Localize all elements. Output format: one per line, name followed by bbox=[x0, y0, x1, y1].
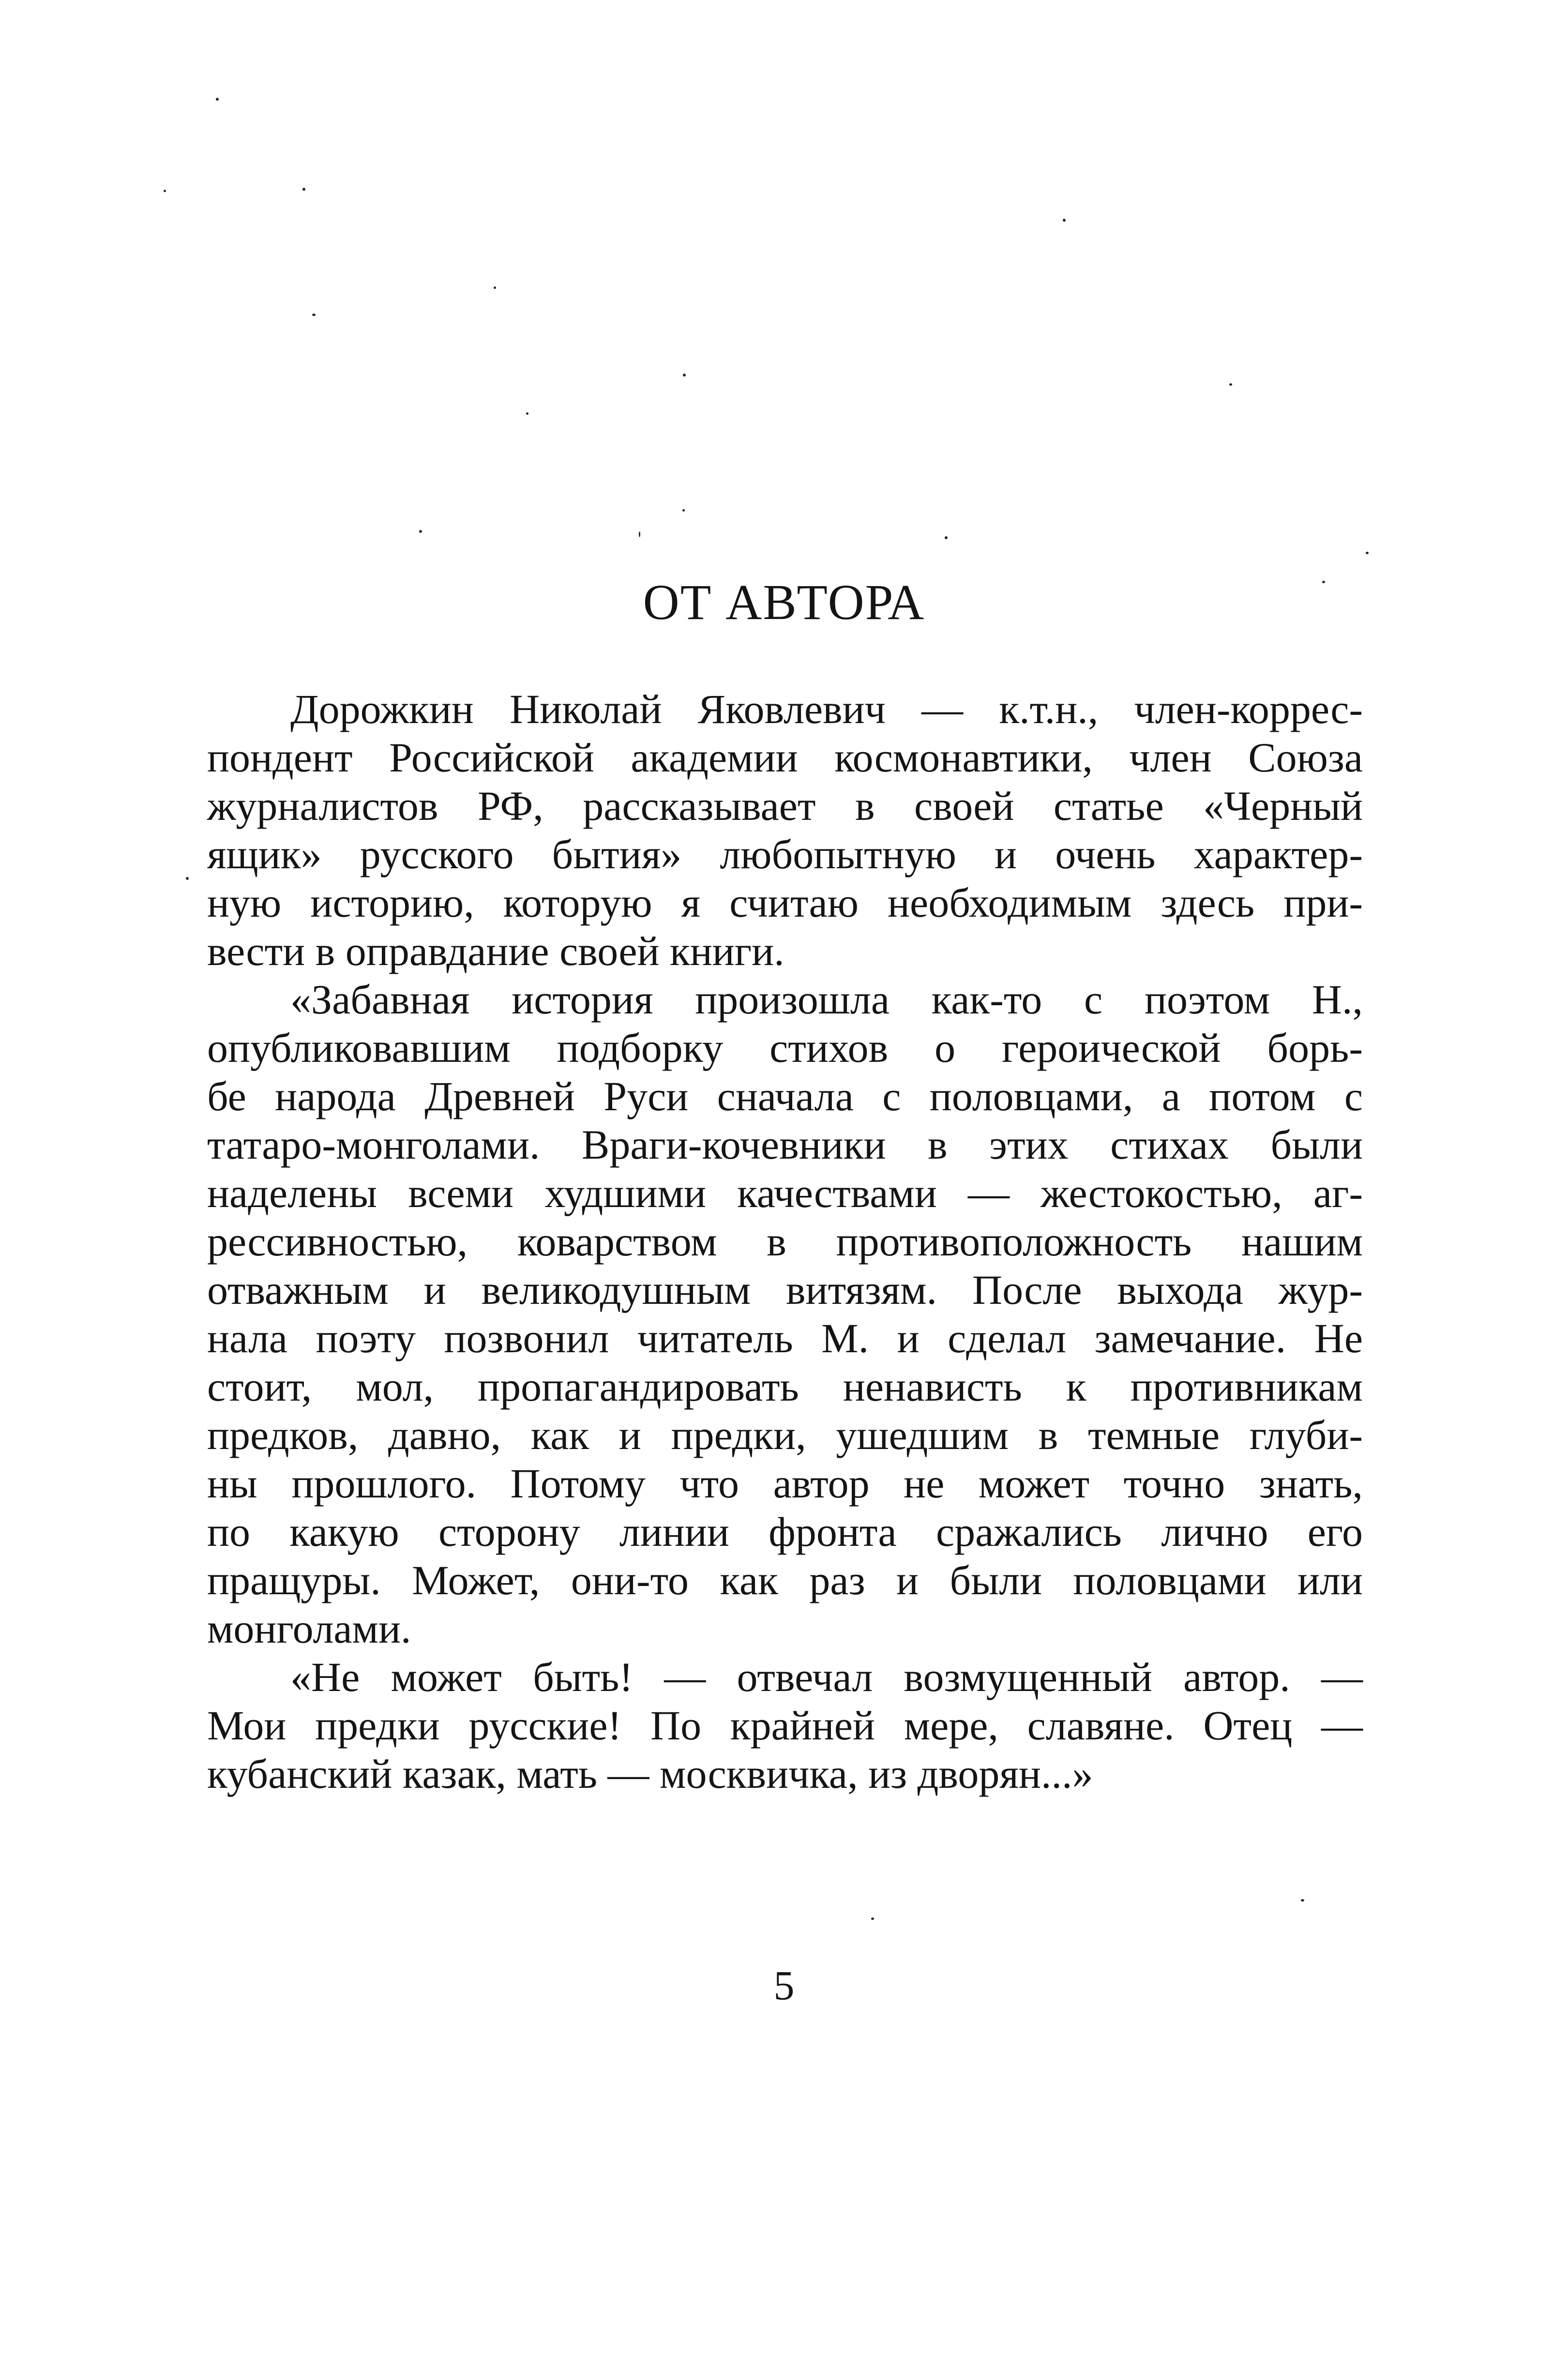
text-line: наделены всеми худшими качествами — жестокостью, аг- bbox=[207, 1170, 1363, 1216]
text-line: пондент Российской академии космонавтики, член Союза bbox=[207, 734, 1363, 781]
text-line: вести в оправдание своей книги. bbox=[207, 928, 784, 974]
scan-speck bbox=[683, 374, 686, 377]
text-line: татаро-монголами. Враги-кочевники в этих стихах были bbox=[207, 1121, 1363, 1168]
text-line: предков, давно, как и предки, ушедшим в темные глуби- bbox=[207, 1412, 1363, 1458]
scan-speck bbox=[526, 412, 528, 415]
scan-speck bbox=[164, 190, 166, 192]
text-line: ящик» русского бытия» любопытную и очень характер- bbox=[207, 831, 1363, 877]
scan-speck bbox=[419, 530, 422, 533]
scan-speck bbox=[1301, 1899, 1304, 1902]
text-line: монголами. bbox=[207, 1605, 411, 1652]
text-line: стоит, мол, пропагандировать ненависть к противникам bbox=[207, 1363, 1363, 1410]
paragraph bbox=[207, 975, 1363, 1653]
scan-speck bbox=[639, 531, 640, 537]
scan-speck bbox=[871, 1918, 874, 1920]
body-text bbox=[207, 685, 1363, 1798]
scan-speck bbox=[312, 314, 316, 316]
text-line: по какую сторону линии фронта сражались лично его bbox=[207, 1509, 1363, 1555]
page-number: 5 bbox=[773, 1962, 795, 2009]
text-line: Дорожкин Николай Яковлевич — к.т.н., член-коррес- bbox=[290, 686, 1363, 732]
text-line: журналистов РФ, рассказывает в своей статье «Черный bbox=[207, 783, 1363, 829]
text-line: ную историю, которую я считаю необходимым здесь при- bbox=[207, 879, 1363, 926]
scan-speck bbox=[1229, 383, 1232, 386]
paragraph bbox=[207, 1653, 1363, 1798]
text-line: бе народа Древней Руси сначала с половцами, а потом с bbox=[207, 1073, 1363, 1119]
text-line: кубанский казак, мать — москвичка, из дворян...» bbox=[207, 1751, 1093, 1797]
text-line: «Забавная история произошла как-то с поэтом Н., bbox=[290, 976, 1363, 1023]
scan-speck bbox=[682, 509, 685, 512]
scan-speck bbox=[302, 188, 305, 191]
text-line: нала поэту позвонил читатель М. и сделал замечание. Не bbox=[207, 1315, 1363, 1361]
text-line: опубликовавшим подборку стихов о героической борь- bbox=[207, 1025, 1363, 1071]
scan-speck bbox=[216, 98, 219, 101]
scan-speck bbox=[1366, 552, 1369, 554]
text-line: рессивностью, коварством в противоположность нашим bbox=[207, 1218, 1363, 1265]
scan-speck bbox=[1063, 219, 1066, 222]
text-line: пращуры. Может, они-то как раз и были половцами или bbox=[207, 1557, 1363, 1603]
scan-speck bbox=[494, 287, 496, 289]
paragraph bbox=[207, 685, 1363, 975]
section-title: ОТ АВТОРА bbox=[643, 574, 925, 630]
text-line: ны прошлого. Потому что автор не может точно знать, bbox=[207, 1460, 1363, 1507]
scan-speck bbox=[945, 536, 948, 539]
text-line: «Не может быть! — отвечал возмущенный автор. — bbox=[290, 1654, 1363, 1700]
text-line: отважным и великодушным витязям. После выхода жур- bbox=[207, 1267, 1363, 1313]
text-line: Мои предки русские! По крайней мере, славяне. Отец — bbox=[207, 1702, 1363, 1749]
scan-speck bbox=[186, 877, 189, 880]
